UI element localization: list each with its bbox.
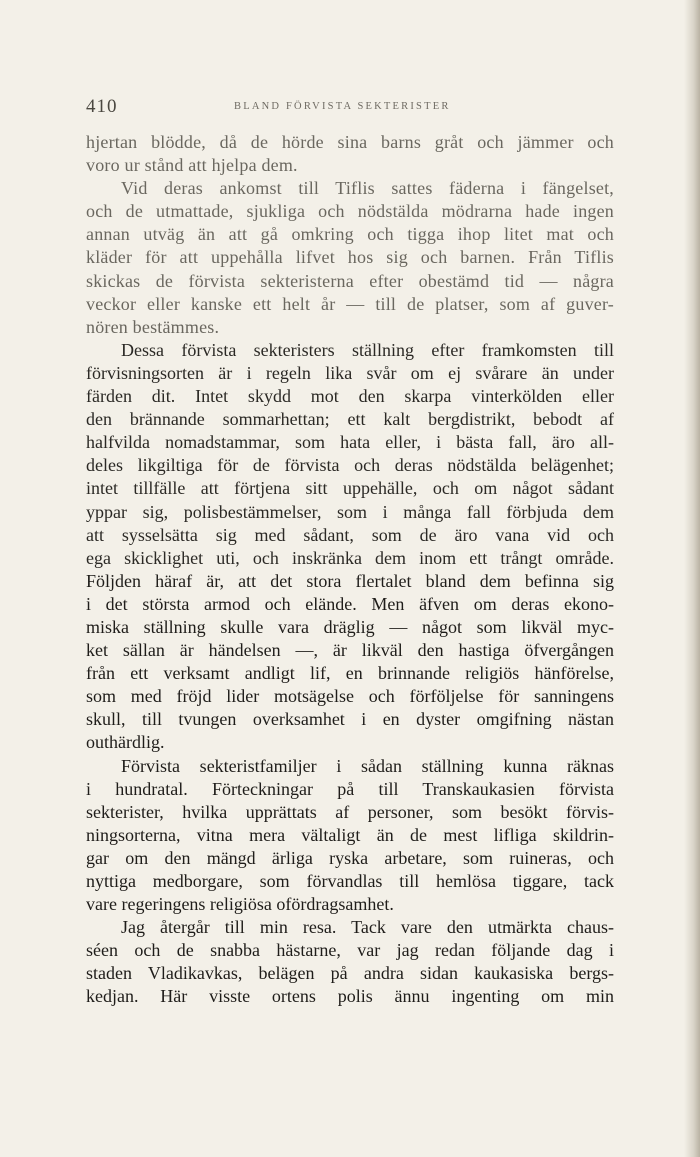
text-line: ket sällan är händelsen —, är likväl den hastiga öfvergången <box>86 640 614 661</box>
text-line: Jag återgår till min resa. Tack vare den utmärkta chaus- <box>121 917 614 938</box>
text-line: från ett verksamt andligt lif, en brinnande religiös hänförelse, <box>86 663 614 684</box>
text-line: hjertan blödde, då de hörde sina barns gråt och jämmer och <box>86 132 614 152</box>
text-line: som med fröjd lider motsägelse och förföljelse för sanningens <box>86 686 614 707</box>
text-line: nyttiga medborgare, som förvandlas till hemlösa tiggare, tack <box>86 871 614 891</box>
text-line: Följden häraf är, att det stora flertalet bland dem befinna sig <box>86 570 614 591</box>
page-header <box>86 96 614 120</box>
text-line: den brännande sommarhettan; ett kalt bergdistrikt, bebodt af <box>86 409 614 430</box>
text-line: outhärdlig. <box>86 732 165 753</box>
text-line: skickas de förvista sekteristerna efter obestämd tid — några <box>86 270 614 291</box>
text-line: ningsorterna, vitna mera vältaligt än de mest lifliga skildrin- <box>86 824 614 845</box>
text-line: miska ställning skulle vara dräglig — något som likväl myc- <box>86 616 614 637</box>
body-text <box>86 131 614 1009</box>
text-line: halfvilda nomadstammar, som hata eller, i bästa fall, äro all- <box>86 432 614 453</box>
page-number: 410 <box>86 96 118 117</box>
text-line: intet tillfälle att förtjena sitt uppehälle, och om något sådant <box>86 478 614 499</box>
text-line: staden Vladikavkas, belägen på andra sidan kaukasiska bergs- <box>86 963 614 984</box>
text-line: annan utväg än att gå omkring och tigga ihop litet mat och <box>86 224 614 245</box>
text-line: sekterister, hvilka upprättats af personer, som besökt förvis- <box>86 801 614 822</box>
text-line: séen och de snabba hästarne, var jag redan följande dag i <box>86 940 614 961</box>
text-line: veckor eller kanske ett helt år — till de platser, som af guver- <box>86 293 614 314</box>
text-line: i det största armod och elände. Men äfven om deras ekono- <box>86 593 614 614</box>
text-line: i hundratal. Förteckningar på till Transkaukasien förvista <box>86 778 614 799</box>
text-line: yppar sig, polisbestämmelser, som i många fall förbjuda dem <box>86 501 614 522</box>
text-line: kläder för att uppehålla lifvet hos sig och barnen. Från Tiflis <box>86 247 614 268</box>
text-line: nören bestämmes. <box>86 316 220 337</box>
text-line: skull, till tvungen overksamhet i en dyster omgifning nästan <box>86 709 614 730</box>
text-line: voro ur stånd att hjelpa dem. <box>86 155 298 176</box>
text-line: och de utmattade, sjukliga och nödstälda mödrarna hade ingen <box>86 201 614 222</box>
text-line: deles likgiltiga för de förvista och deras nödstälda belägenhet; <box>86 455 614 476</box>
text-line: Förvista sekteristfamiljer i sådan ställning kunna räknas <box>121 755 614 776</box>
running-head: BLAND FÖRVISTA SEKTERISTER <box>234 101 451 112</box>
text-line: vare regeringens religiösa ofördragsamhet. <box>86 894 394 915</box>
text-line: att sysselsätta sig med sådant, som de äro vana vid och <box>86 524 614 545</box>
text-line: Dessa förvista sekteristers ställning efter framkomsten till <box>121 339 614 360</box>
text-line: ega skicklighet uti, och inskränka dem inom ett trångt område. <box>86 547 614 568</box>
text-line: Vid deras ankomst till Tiflis sattes fäderna i fängelset, <box>121 178 614 199</box>
page-edge-shadow <box>684 0 700 1157</box>
text-line: förvisningsorten är i regeln lika svår om ej svårare än under <box>86 362 614 383</box>
text-line: färden dit. Intet skydd mot den skarpa vinterkölden eller <box>86 386 614 407</box>
text-line: gar om den mängd ärliga ryska arbetare, som ruineras, och <box>86 847 614 868</box>
text-line: kedjan. Här visste ortens polis ännu ingenting om min <box>86 986 614 1007</box>
